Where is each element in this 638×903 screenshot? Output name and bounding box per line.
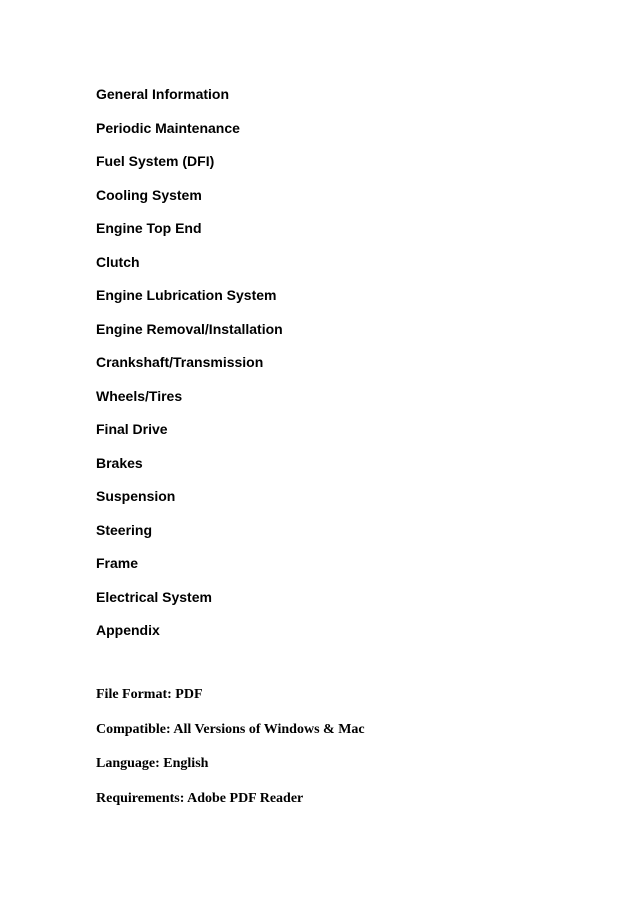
spec-compatible: Compatible: All Versions of Windows & Mac bbox=[96, 721, 365, 737]
toc-item-engine-lubrication-system: Engine Lubrication System bbox=[96, 287, 277, 303]
toc-item-crankshaft-transmission: Crankshaft/Transmission bbox=[96, 354, 264, 370]
toc-item-periodic-maintenance: Periodic Maintenance bbox=[96, 119, 240, 136]
toc-item-brakes: Brakes bbox=[96, 454, 143, 471]
toc-item-appendix: Appendix bbox=[96, 622, 160, 638]
toc-item-suspension: Suspension bbox=[96, 488, 176, 504]
toc-item-steering: Steering bbox=[96, 521, 153, 538]
spec-file-format: File Format: PDF bbox=[96, 687, 203, 702]
toc-item-wheels-tires: Wheels/Tires bbox=[96, 387, 183, 404]
toc-item-final-drive: Final Drive bbox=[96, 421, 168, 437]
toc-item-electrical-system: Electrical System bbox=[96, 588, 212, 605]
file-specifications bbox=[96, 686, 365, 824]
toc-item-frame: Frame bbox=[96, 555, 139, 571]
toc-item-engine-removal-installation: Engine Removal/Installation bbox=[96, 320, 283, 337]
spec-language: Language: English bbox=[96, 756, 209, 771]
toc-item-cooling-system: Cooling System bbox=[96, 186, 202, 203]
toc-item-general-information: General Information bbox=[96, 86, 230, 102]
toc-item-fuel-system: Fuel System (DFI) bbox=[96, 153, 215, 169]
toc-item-clutch: Clutch bbox=[96, 253, 140, 270]
toc-item-engine-top-end: Engine Top End bbox=[96, 220, 202, 236]
table-of-contents bbox=[96, 85, 283, 655]
spec-requirements: Requirements: Adobe PDF Reader bbox=[96, 790, 304, 806]
